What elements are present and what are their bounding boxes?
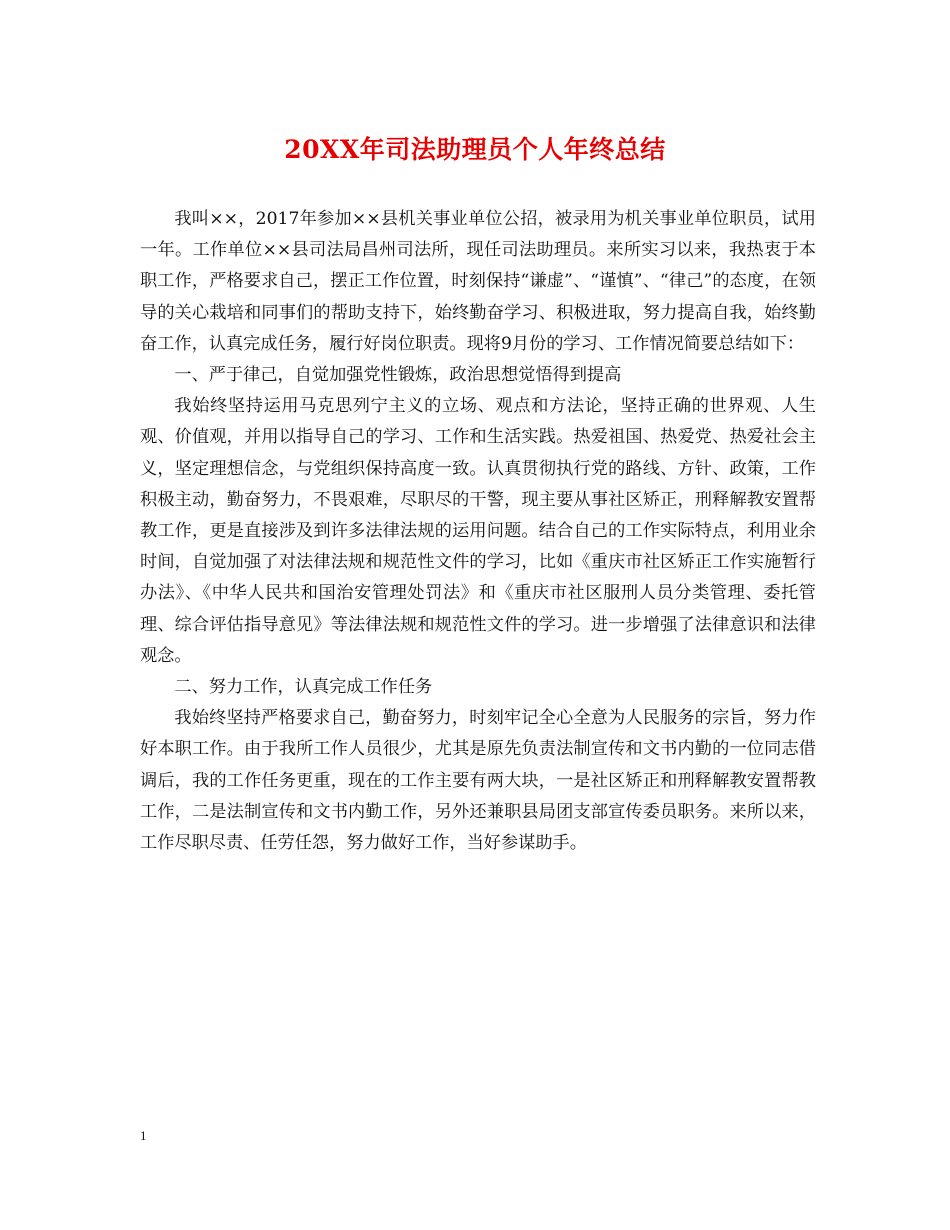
document-body bbox=[140, 204, 816, 859]
section-heading-2: 二、努力工作，认真完成工作任务 bbox=[174, 677, 433, 698]
section-heading-1: 一、严于律己，自觉加强党性锻炼，政治思想觉悟得到提高 bbox=[174, 365, 622, 386]
paragraph-intro: 我叫××，2017年参加××县机关事业单位公招，被录用为机关事业单位职员，试用一年。工作单位××县司法局昌州司法所，现任司法助理员。来所实习以来，我热衷于本职工作，严格要求自己，摆正工作位置，时刻保持“谦虚”、“谨慎”、“律己”的态度，在领导的关心栽培和同事们的帮助支持下，始终勤奋学习、积极进取，努力提高自我，始终勤奋工作，认真完成任务，履行好岗位职责。现将9月份的学习、工作情况简要总结如下： bbox=[140, 209, 816, 354]
paragraph-section-1: 我始终坚持运用马克思列宁主义的立场、观点和方法论，坚持正确的世界观、人生观、价值观，并用以指导自己的学习、工作和生活实践。热爱祖国、热爱党、热爱社会主义，坚定理想信念，与党组织保持高度一致。认真贯彻执行党的路线、方针、政策，工作积极主动，勤奋努力，不畏艰难，尽职尽的干警，现主要从事社区矫正，刑释解教安置帮教工作，更是直接涉及到许多法律法规的运用问题。结合自己的工作实际特点，利用业余时间，自觉加强了对法律法规和规范性文件的学习，比如《重庆市社区矫正工作实施暂行办法》、《中华人民共和国治安管理处罚法》和《重庆市社区服刑人员分类管理、委托管理、综合评估指导意见》等法律法规和规范性文件的学习。进一步增强了法律意识和法律观念。 bbox=[140, 396, 816, 666]
paragraph-section-2: 我始终坚持严格要求自己，勤奋努力，时刻牢记全心全意为人民服务的宗旨，努力作好本职工作。由于我所工作人员很少，尤其是原先负责法制宣传和文书内勤的一位同志借调后，我的工作任务更重，现在的工作主要有两大块，一是社区矫正和刑释解教安置帮教工作，二是法制宣传和文书内勤工作，另外还兼职县局团支部宣传委员职务。来所以来，工作尽职尽责、任劳任怨，努力做好工作，当好参谋助手。 bbox=[140, 708, 816, 854]
document-title: 20XX年司法助理员个人年终总结 bbox=[284, 135, 666, 164]
page-number: 1 bbox=[140, 1128, 147, 1143]
